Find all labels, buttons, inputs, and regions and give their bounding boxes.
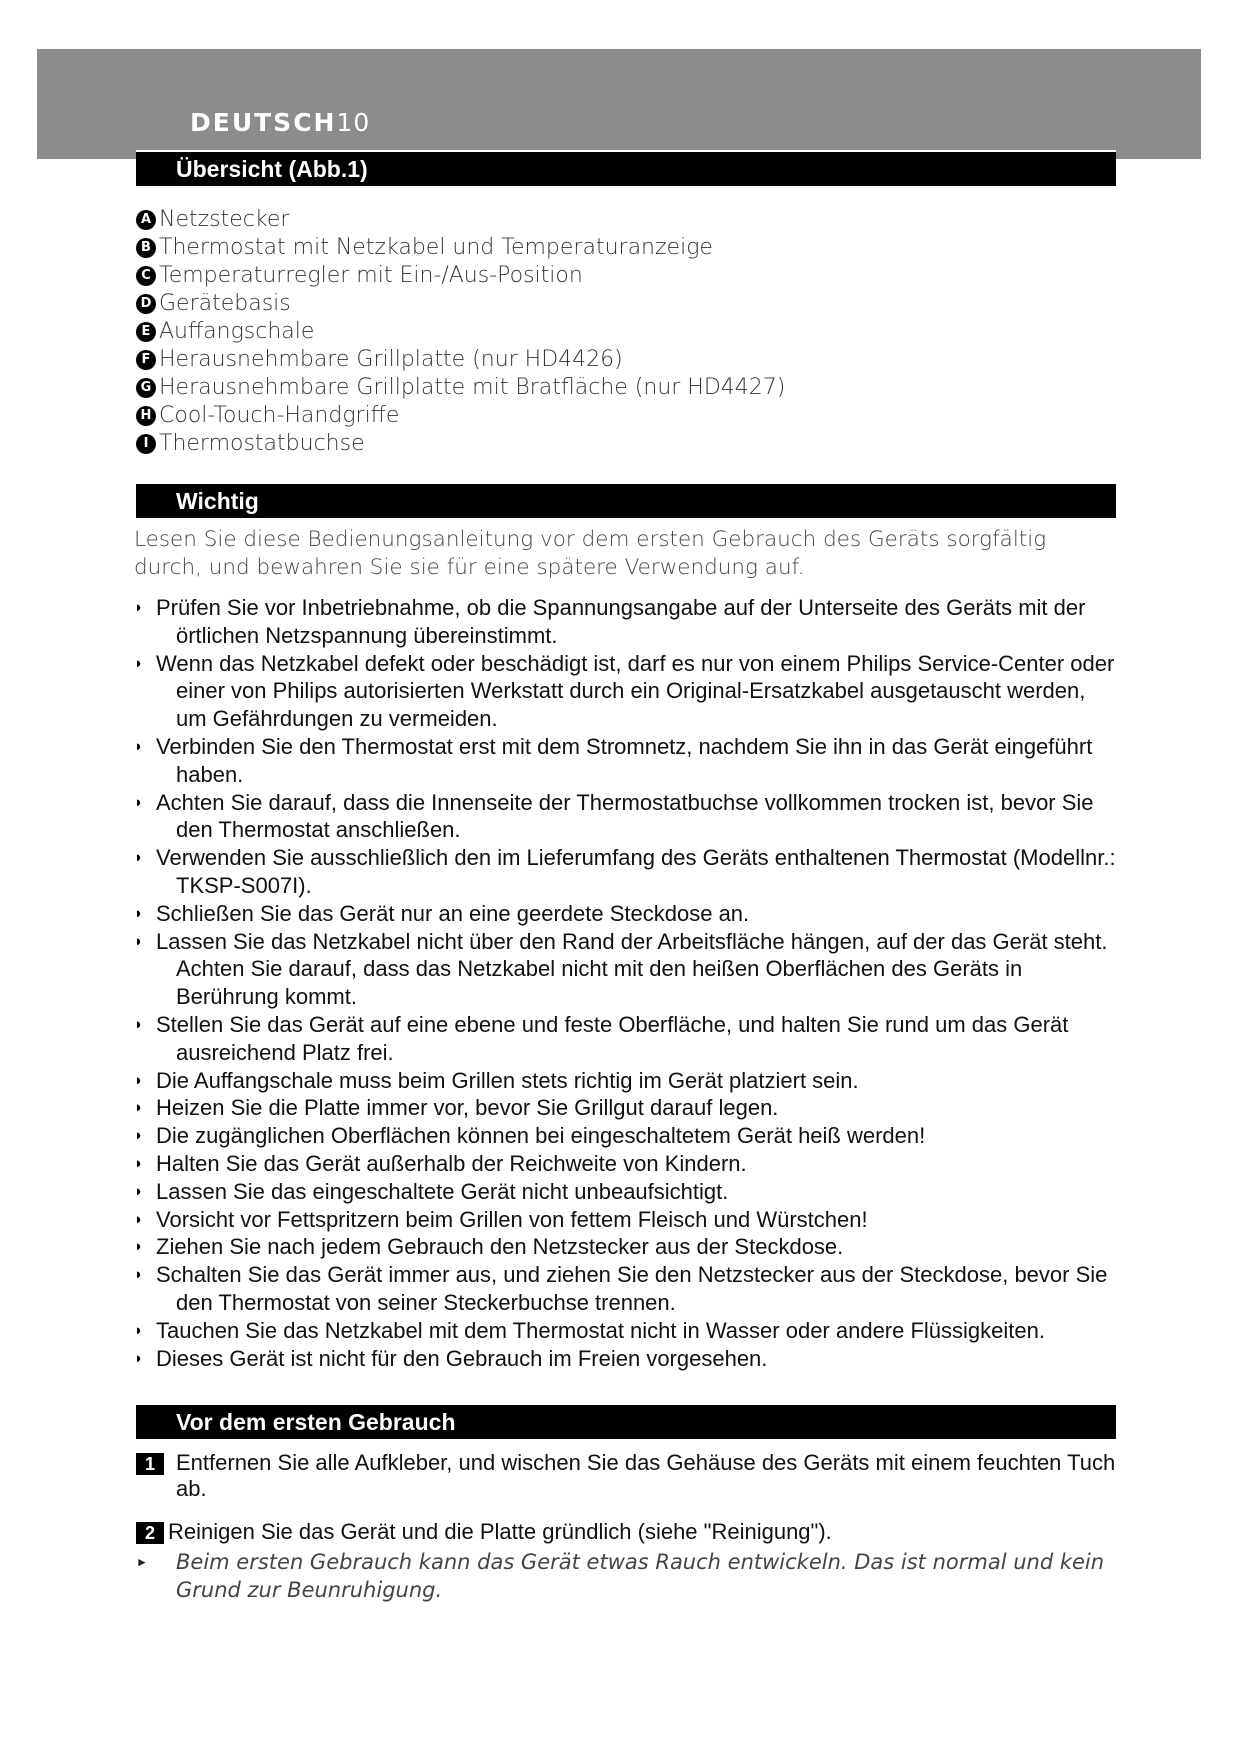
safety-item-text: Schalten Sie das Gerät immer aus, und ziehen Sie den Netzstecker aus der Steckdose, bevor Sie den Thermostat von seiner Steckerbuchse trennen. bbox=[156, 1262, 1108, 1315]
safety-item-text: Halten Sie das Gerät außerhalb der Reichweite von Kindern. bbox=[156, 1150, 747, 1176]
note-text: Beim ersten Gebrauch kann das Gerät etwas Rauch entwickeln. Das ist normal und kein Grund zur Beunruhigung. bbox=[176, 1550, 1105, 1602]
safety-item-text: Vorsicht vor Fettspritzern beim Grillen von fettem Fleisch und Würstchen! bbox=[156, 1206, 868, 1232]
overview-list bbox=[136, 206, 1116, 458]
important-intro: Lesen Sie diese Bedienungsanleitung vor dem ersten Gebrauch des Geräts sorgfältig durch, und bewahren Sie sie für eine spätere Verwendung auf. bbox=[134, 527, 1047, 580]
step-number-badge: 2 bbox=[136, 1522, 164, 1544]
section-title-overview: Übersicht (Abb.1) bbox=[136, 150, 1116, 186]
safety-item bbox=[134, 789, 1119, 845]
safety-item bbox=[134, 1261, 1119, 1317]
bullet-icon: ◗ bbox=[134, 1266, 144, 1284]
safety-item-text: Dieses Gerät ist nicht für den Gebrauch im Freien vorgesehen. bbox=[156, 1345, 768, 1371]
safety-item bbox=[134, 1094, 1119, 1122]
letter-badge: G bbox=[136, 378, 156, 398]
overview-item-label: Gerätebasis bbox=[159, 291, 291, 316]
overview-item bbox=[136, 290, 1116, 318]
safety-item-text: Verwenden Sie ausschließlich den im Lieferumfang des Geräts enthaltenen Thermostat (Modellnr.: TKSP-S007I). bbox=[156, 845, 1116, 898]
safety-item-text: Wenn das Netzkabel defekt oder beschädigt ist, darf es nur von einem Philips Service-Center oder einer von Philips autorisierten Werkstatt durch ein Original-Ersatzkabel ausgetauscht werden, um Gefährdungen zu vermeiden. bbox=[156, 650, 1115, 732]
safety-item bbox=[134, 928, 1119, 1011]
safety-item bbox=[134, 1233, 1119, 1261]
step-text: Reinigen Sie das Gerät und die Platte gründlich (siehe "Reinigung"). bbox=[168, 1519, 832, 1544]
safety-item bbox=[134, 1345, 1119, 1373]
overview-item-label: Cool-Touch-Handgriffe bbox=[159, 403, 400, 428]
letter-badge: I bbox=[136, 434, 156, 454]
overview-item-label: Herausnehmbare Grillplatte mit Bratfläche (nur HD4427) bbox=[159, 375, 786, 400]
bullet-icon: ◗ bbox=[134, 1182, 144, 1200]
letter-badge: H bbox=[136, 406, 156, 426]
safety-item bbox=[134, 1067, 1119, 1095]
bullet-icon: ◗ bbox=[134, 1321, 144, 1339]
overview-item bbox=[136, 346, 1116, 374]
safety-item-text: Stellen Sie das Gerät auf eine ebene und feste Oberfläche, und halten Sie rund um das Gerät ausreichend Platz frei. bbox=[156, 1011, 1069, 1065]
bullet-icon: ◗ bbox=[134, 1099, 144, 1117]
safety-item-text: Tauchen Sie das Netzkabel mit dem Thermostat nicht in Wasser oder andere Flüssigkeiten. bbox=[156, 1317, 1045, 1343]
bullet-icon: ◗ bbox=[134, 1015, 144, 1033]
overview-item bbox=[136, 262, 1116, 290]
bullet-icon: ◗ bbox=[134, 1210, 144, 1228]
letter-badge: D bbox=[136, 294, 156, 314]
letter-badge: E bbox=[136, 322, 156, 342]
safety-item-text: Heizen Sie die Platte immer vor, bevor Sie Grillgut darauf legen. bbox=[156, 1095, 779, 1121]
safety-list bbox=[134, 594, 1119, 1372]
safety-item-text: Ziehen Sie nach jedem Gebrauch den Netzstecker aus der Steckdose. bbox=[156, 1234, 844, 1260]
step-number-badge: 1 bbox=[136, 1453, 164, 1475]
overview-item-label: Auffangschale bbox=[159, 319, 315, 344]
overview-item-label: Herausnehmbare Grillplatte (nur HD4426) bbox=[159, 347, 623, 372]
safety-item-text: Die Auffangschale muss beim Grillen stets richtig im Gerät platziert sein. bbox=[156, 1067, 859, 1093]
header-band bbox=[37, 49, 1201, 159]
overview-item-label: Temperaturregler mit Ein-/Aus-Position bbox=[159, 263, 583, 288]
safety-item bbox=[134, 900, 1119, 928]
bullet-icon: ◗ bbox=[134, 932, 144, 950]
overview-item bbox=[136, 430, 1116, 458]
bullet-icon: ◗ bbox=[134, 1349, 144, 1367]
letter-badge: C bbox=[136, 266, 156, 286]
bullet-icon: ◗ bbox=[134, 1127, 144, 1145]
overview-item bbox=[136, 234, 1116, 262]
bullet-icon: ◗ bbox=[134, 1238, 144, 1256]
safety-item bbox=[134, 1317, 1119, 1345]
safety-item-text: Lassen Sie das eingeschaltete Gerät nicht unbeaufsichtigt. bbox=[156, 1178, 729, 1204]
safety-item bbox=[134, 650, 1119, 733]
safety-item-text: Schließen Sie das Gerät nur an eine geerdete Steckdose an. bbox=[156, 900, 750, 926]
step-text: Entfernen Sie alle Aufkleber, und wischen Sie das Gehäuse des Geräts mit einem feuchten Tuch ab. bbox=[176, 1450, 1116, 1501]
safety-item-text: Achten Sie darauf, dass die Innenseite der Thermostatbuchse vollkommen trocken ist, bevor Sie den Thermostat anschließen. bbox=[156, 789, 1094, 843]
note bbox=[136, 1548, 1116, 1604]
safety-item bbox=[134, 1011, 1119, 1067]
letter-badge: A bbox=[136, 210, 156, 230]
overview-item-label: Netzstecker bbox=[159, 207, 290, 232]
overview-item-label: Thermostat mit Netzkabel und Temperaturanzeige bbox=[159, 235, 713, 260]
safety-item bbox=[134, 1122, 1119, 1150]
page-header bbox=[190, 108, 370, 137]
bullet-icon: ◗ bbox=[134, 654, 144, 672]
page-number: 10 bbox=[336, 108, 371, 137]
letter-badge: B bbox=[136, 238, 156, 258]
bullet-icon: ◗ bbox=[134, 1154, 144, 1172]
bullet-icon: ◗ bbox=[134, 904, 144, 922]
safety-item bbox=[134, 844, 1119, 900]
safety-item bbox=[134, 733, 1119, 789]
section-title-first-use: Vor dem ersten Gebrauch bbox=[136, 1403, 1116, 1439]
overview-item bbox=[136, 206, 1116, 234]
overview-item bbox=[136, 318, 1116, 346]
safety-item-text: Prüfen Sie vor Inbetriebnahme, ob die Spannungsangabe auf der Unterseite des Geräts mit der örtlichen Netzspannung übereinstimmt. bbox=[156, 595, 1086, 648]
bullet-icon: ◗ bbox=[134, 849, 144, 867]
letter-badge: F bbox=[136, 350, 156, 370]
overview-item bbox=[136, 402, 1116, 430]
safety-item-text: Die zugänglichen Oberflächen können bei eingeschaltetem Gerät heiß werden! bbox=[156, 1123, 926, 1149]
arrow-right-icon: ► bbox=[136, 1555, 148, 1569]
bullet-icon: ◗ bbox=[134, 793, 144, 811]
section-title-important: Wichtig bbox=[136, 482, 1116, 518]
bullet-icon: ◗ bbox=[134, 1071, 144, 1089]
bullet-icon: ◗ bbox=[134, 737, 144, 755]
safety-item bbox=[134, 1178, 1119, 1206]
overview-item bbox=[136, 374, 1116, 402]
safety-item bbox=[134, 1150, 1119, 1178]
step-1 bbox=[136, 1450, 1116, 1502]
safety-item bbox=[134, 1206, 1119, 1234]
safety-item-text: Verbinden Sie den Thermostat erst mit dem Stromnetz, nachdem Sie ihn in das Gerät eingeführt haben. bbox=[156, 733, 1093, 787]
overview-item-label: Thermostatbuchse bbox=[159, 431, 365, 456]
language-label: DEUTSCH bbox=[190, 108, 337, 137]
safety-item-text: Lassen Sie das Netzkabel nicht über den Rand der Arbeitsfläche hängen, auf der das Gerät steht. Achten Sie darauf, dass das Netzkabel nicht mit den heißen Oberflächen des Geräts in Berührung kommt. bbox=[156, 928, 1108, 1010]
step-2 bbox=[136, 1519, 1116, 1545]
safety-item bbox=[134, 594, 1119, 650]
bullet-icon: ◗ bbox=[134, 599, 144, 616]
